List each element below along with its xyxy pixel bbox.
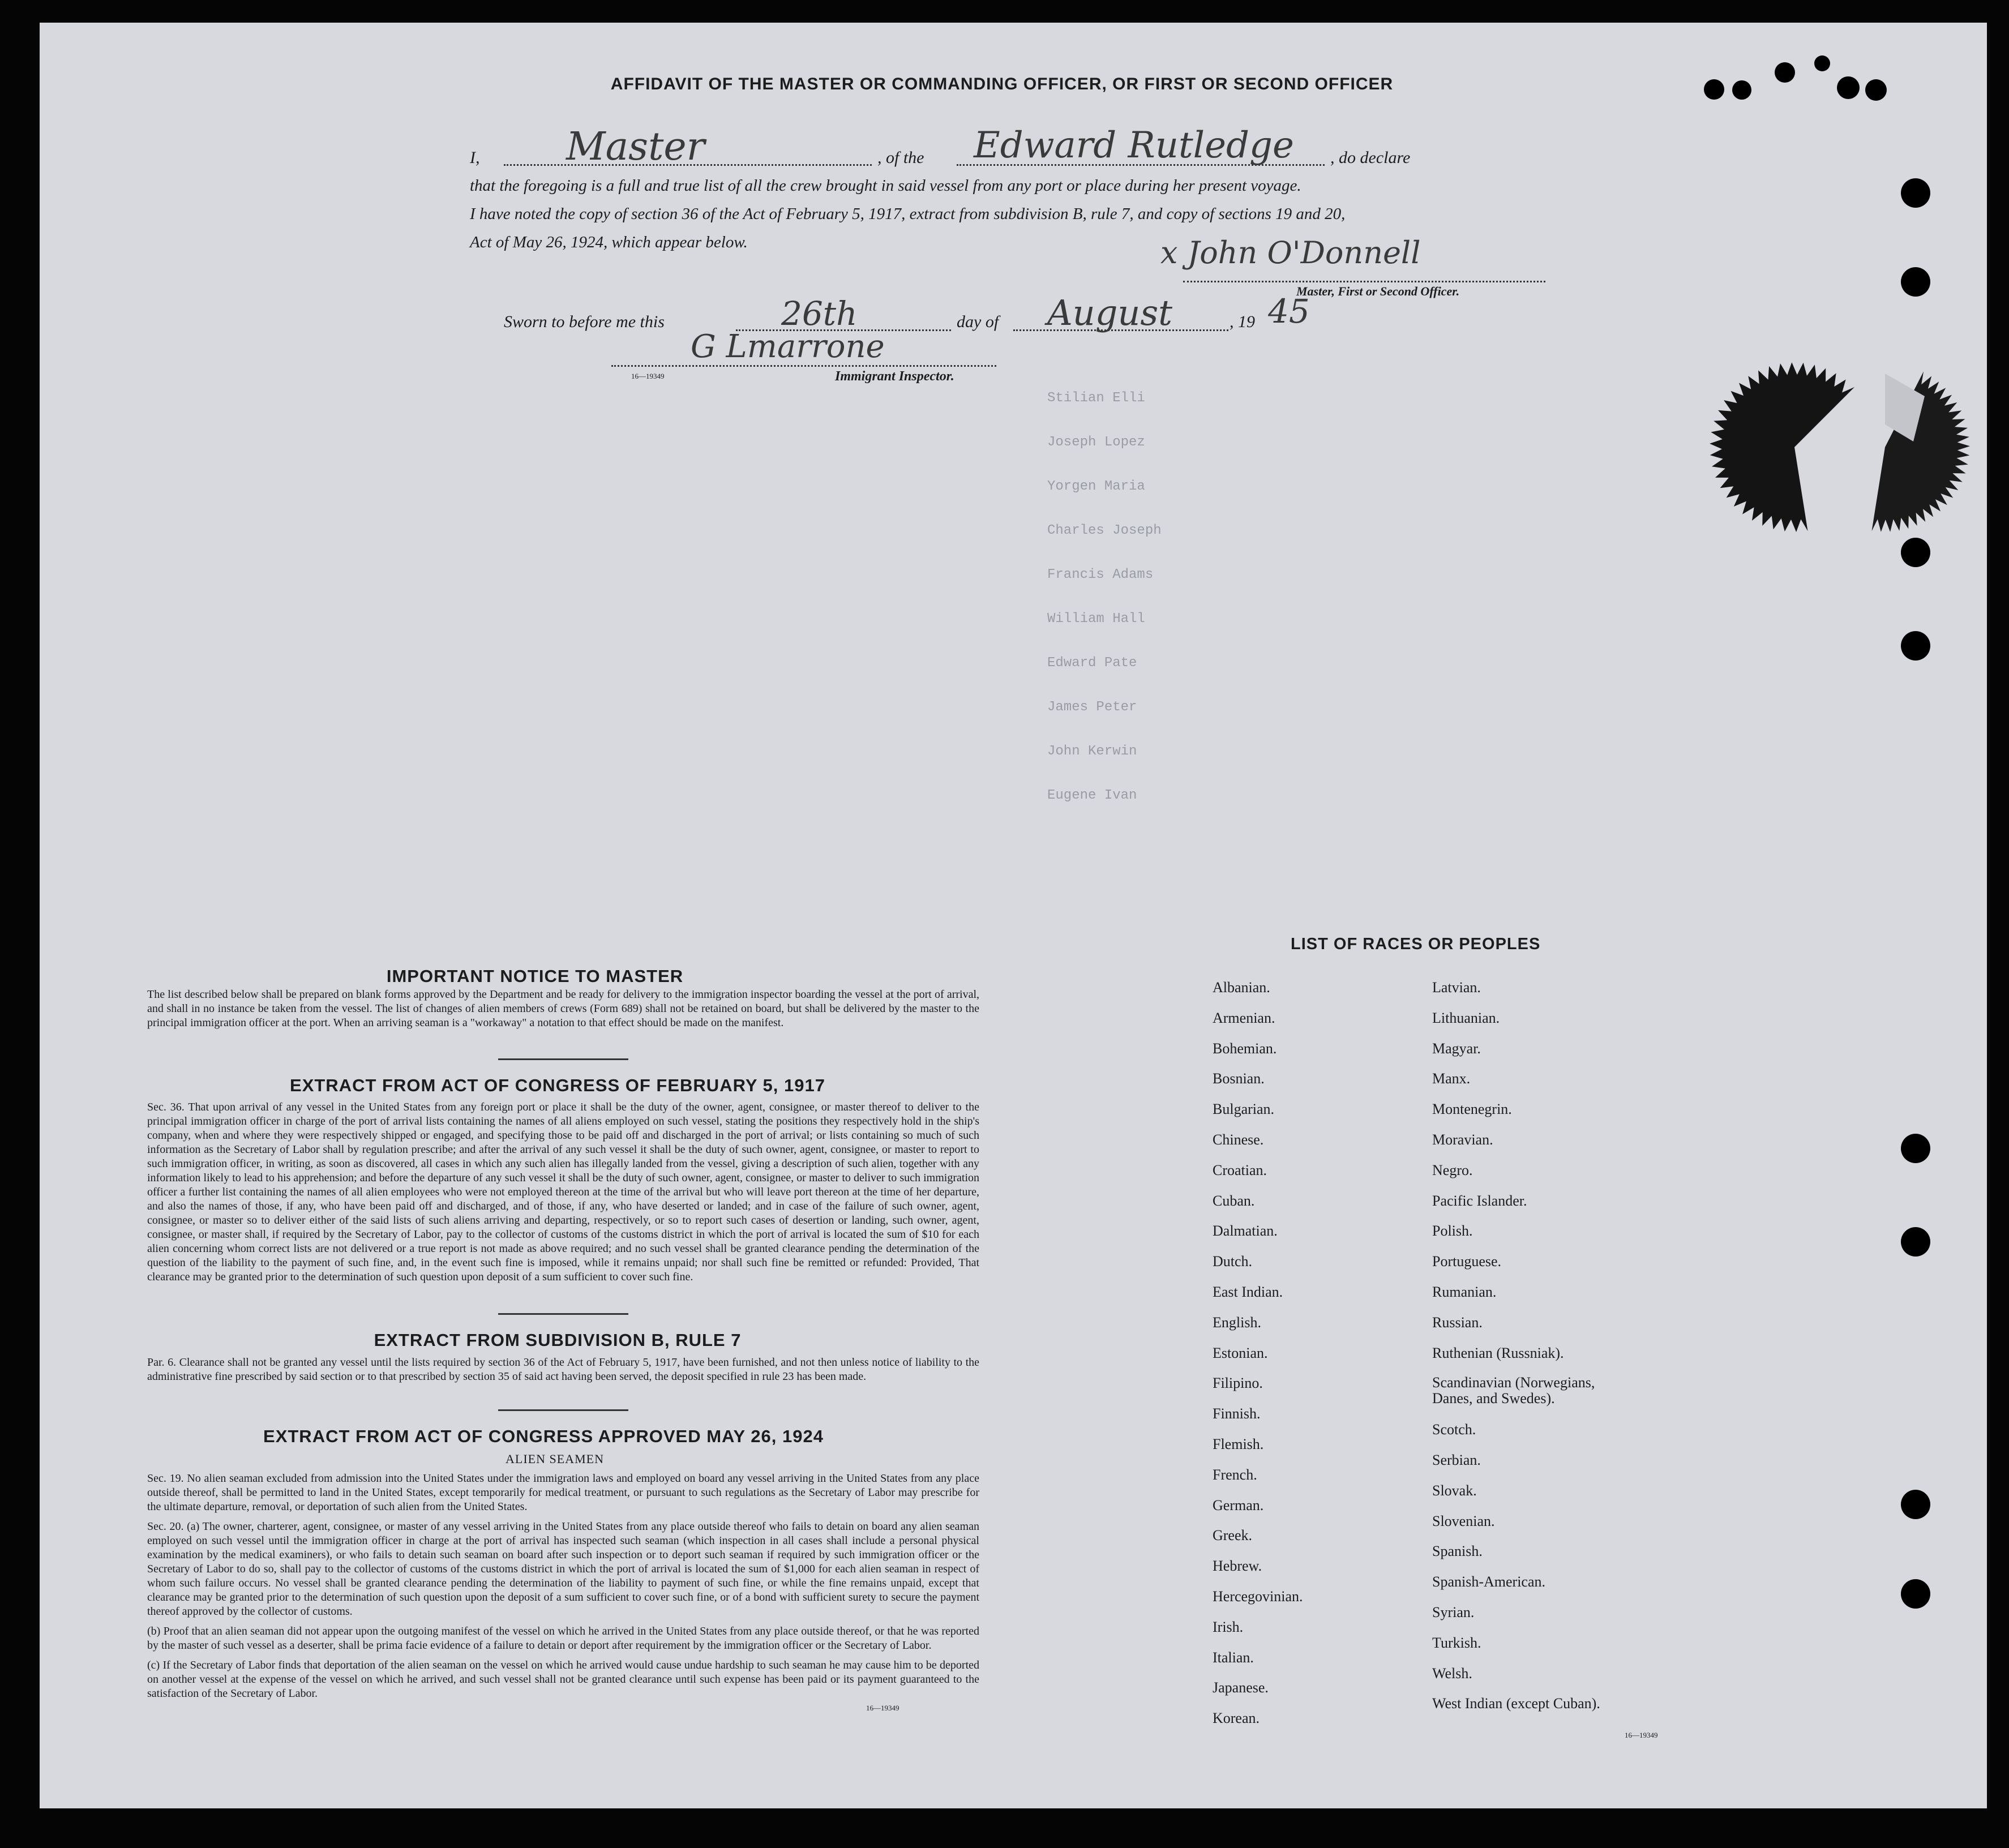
race-item: Welsh.	[1432, 1665, 1472, 1682]
extract-form-number: 16—19349	[866, 1704, 899, 1712]
bleed-through-name: Eugene Ivan	[1047, 788, 1137, 803]
vessel-name-handwritten: Edward Rutledge	[974, 125, 1294, 166]
affidavit-line-1	[470, 125, 1574, 175]
race-item: Slovenian.	[1432, 1512, 1495, 1529]
race-item: Negro.	[1432, 1161, 1473, 1178]
race-item: Bosnian.	[1213, 1070, 1265, 1087]
affidavit-line-3: I have noted the copy of section 36 of the Act of February 5, 1917, extract from subdivision B, rule 7, and copy of sections 19 and 20,	[470, 205, 1346, 223]
edge-punch-hole	[1901, 1227, 1930, 1257]
race-item: Serbian.	[1432, 1452, 1481, 1468]
race-item: Magyar.	[1432, 1040, 1481, 1057]
inspector-signature-line	[611, 365, 996, 367]
race-item: East Indian.	[1213, 1284, 1283, 1300]
race-item: Japanese.	[1213, 1679, 1269, 1696]
race-item: Scotch.	[1432, 1421, 1476, 1438]
race-item: West Indian (except Cuban).	[1432, 1695, 1600, 1712]
punch-hole	[1775, 62, 1795, 83]
race-item: Latvian.	[1432, 979, 1481, 996]
race-item: Manx.	[1432, 1070, 1471, 1087]
edge-punch-hole	[1901, 178, 1930, 208]
edge-punch-hole	[1901, 1579, 1930, 1609]
race-item: Italian.	[1213, 1649, 1254, 1666]
race-item: Greek.	[1213, 1527, 1253, 1544]
sworn-year-prefix: , 19	[1230, 312, 1255, 331]
race-item: Pacific Islander.	[1432, 1192, 1527, 1209]
bleed-through-name: William Hall	[1047, 611, 1145, 627]
rule-7-title: EXTRACT FROM SUBDIVISION B, RULE 7	[374, 1330, 742, 1350]
race-item: Montenegrin.	[1432, 1101, 1512, 1118]
bleed-through-name: Edward Pate	[1047, 655, 1137, 671]
divider-1	[498, 1058, 628, 1060]
punch-hole	[1837, 76, 1860, 99]
punch-hole	[1732, 80, 1751, 100]
race-item: Spanish-American.	[1432, 1573, 1546, 1590]
race-item: Polish.	[1432, 1223, 1473, 1240]
race-item: English.	[1213, 1314, 1261, 1331]
section-19-text: Sec. 19. No alien seaman excluded from admission into the United States under the immigration laws and employed on board any vessel arriving in the United States from any place outside thereof, shall be permitted to land in the United States, except temporarily for medical treatment, or pursuant to such regulations as the Secretary of Labor may prescribe for the ultimate departure, removal, or deportation of such alien from the United States.	[147, 1472, 979, 1513]
affidavit-do-declare: , do declare	[1330, 148, 1411, 167]
race-item: Korean.	[1213, 1710, 1260, 1727]
inspector-caption: Immigrant Inspector.	[835, 369, 954, 384]
race-item: Dalmatian.	[1213, 1223, 1278, 1240]
race-item: Flemish.	[1213, 1436, 1264, 1452]
edge-punch-hole	[1901, 631, 1930, 661]
race-item: French.	[1213, 1466, 1257, 1483]
race-item: Albanian.	[1213, 979, 1270, 996]
sworn-year: 45	[1268, 292, 1310, 331]
bleed-through-name: Francis Adams	[1047, 567, 1154, 582]
sworn-month: August	[1047, 292, 1173, 333]
divider-2	[498, 1313, 628, 1315]
race-item: Chinese.	[1213, 1131, 1264, 1148]
affidavit-of-the: , of the	[877, 148, 924, 167]
edge-punch-hole	[1901, 1134, 1930, 1163]
race-item: Dutch.	[1213, 1253, 1253, 1270]
sworn-day-of: day of	[957, 312, 999, 331]
race-item: Turkish.	[1432, 1634, 1481, 1651]
notice-body: The list described below shall be prepared on blank forms approved by the Department and be ready for delivery to the immigration inspector boarding the vessel at the port of arrival, and shall in no instance be taken from the vessel. The list of changes of alien members of crews (Form 689) shall not be retained on board, but shall be delivered by the master to the principal immigration officer at the port. When an arriving seaman is a "workaway" a notation to that effect should be made on the manifest.	[147, 988, 979, 1029]
race-item: Lithuanian.	[1432, 1009, 1500, 1026]
master-rank-handwritten: Master	[566, 125, 705, 169]
master-signature: x John O'Donnell	[1160, 235, 1421, 271]
edge-punch-hole	[1901, 538, 1930, 567]
bleed-through-name: Joseph Lopez	[1047, 435, 1145, 450]
race-item: Ruthenian (Russniak).	[1432, 1344, 1564, 1361]
seal-left-half	[1710, 362, 1854, 532]
race-item: Hercegovinian.	[1213, 1588, 1303, 1605]
race-item: Moravian.	[1432, 1131, 1493, 1148]
notice-title: IMPORTANT NOTICE TO MASTER	[386, 966, 684, 986]
inspector-signature: G Lmarrone	[691, 328, 885, 365]
races-form-number: 16—19349	[1625, 1731, 1658, 1739]
race-item: Portuguese.	[1432, 1253, 1502, 1270]
sworn-prefix: Sworn to before me this	[504, 312, 665, 331]
race-item: Bulgarian.	[1213, 1101, 1275, 1118]
race-item: Armenian.	[1213, 1009, 1275, 1026]
extract-1924-title: EXTRACT FROM ACT OF CONGRESS APPROVED MAY 26, 1924	[263, 1426, 824, 1446]
race-item: Irish.	[1213, 1618, 1244, 1635]
race-item: Rumanian.	[1432, 1284, 1497, 1300]
rule-7-body: Par. 6. Clearance shall not be granted any vessel until the lists required by section 36 of the Act of February 5, 1917, have been furnished, and not then unless notice of liability to the administrative fine prescribed by said section or to that prescribed by section 35 of said act having been served, the deposit specified in rule 23 has been made.	[147, 1356, 979, 1383]
affidavit-title: AFFIDAVIT OF THE MASTER OR COMMANDING OFFICER, OR FIRST OR SECOND OFFICER	[610, 75, 1394, 93]
race-item: Croatian.	[1213, 1161, 1267, 1178]
punch-hole	[1814, 55, 1830, 71]
race-item: Scandinavian (Norwegians, Danes, and Swedes).	[1432, 1374, 1595, 1407]
affidavit-line-2: that the foregoing is a full and true list of all the crew brought in said vessel from any port or place during her present voyage.	[470, 177, 1301, 195]
punch-hole	[1704, 79, 1724, 100]
divider-3	[498, 1409, 628, 1411]
section-20a-text: Sec. 20. (a) The owner, charterer, agent, consignee, or master of any vessel arriving in the United States from any place outside thereof who fails to detain on board any alien seaman employed on such vessel until the immigration officer in charge at the port of arrival has inspected such seaman (which inspection in all cases shall include a personal physical examination by the medical examiners), or who fails to detain such seaman on board after such inspection or to deport such seaman if required by such immigration officer or the Secretary of Labor to do so, shall pay to the collector of customs of the customs district in which the port of arrival is located the sum of $1,000 for each alien seaman in respect of whom such failure occurs. No vessel shall be granted clearance pending the determination of the liability to payment of such fine, or while the fine remains unpaid, except that clearance may be granted prior to the determination of such question upon the deposit of a sum sufficient to cover such fine, or of a bond with sufficient surety to secure the payment thereof approved by the collector of customs.	[147, 1520, 979, 1618]
race-item: Bohemian.	[1213, 1040, 1277, 1057]
punch-hole	[1865, 79, 1887, 101]
bleed-through-name: Yorgen Maria	[1047, 479, 1145, 494]
affidavit-i: I,	[470, 148, 480, 167]
section-20c-text: (c) If the Secretary of Labor finds that deportation of the alien seaman on the vessel on which he arrived would cause undue hardship to such seaman he may cause him to be deported on another vessel at the expense of the vessel on which he arrived, and such vessel shall not be granted clearance until such expense has been paid or its payment guaranteed to the satisfaction of the Secretary of Labor.	[147, 1659, 979, 1700]
affidavit-line-4: Act of May 26, 1924, which appear below.	[470, 233, 748, 251]
section-20b-text: (b) Proof that an alien seaman did not appear upon the outgoing manifest of the vessel on which he arrived in the United States from any place outside thereof, or that he was reported by the master of such vessel as a deserter, shall be prima facie evidence of a failure to detain or deport after requirement by the immigration officer or the Secretary of Labor.	[147, 1625, 979, 1652]
document-page	[40, 23, 1987, 1808]
edge-punch-hole	[1901, 1490, 1930, 1519]
race-item: Slovak.	[1432, 1482, 1477, 1499]
sworn-line	[504, 289, 1353, 340]
alien-seamen-subtitle: ALIEN SEAMEN	[506, 1452, 604, 1466]
sworn-day: 26th	[781, 294, 858, 333]
race-item: Spanish.	[1432, 1543, 1483, 1560]
affidavit-form-number: 16—19349	[631, 372, 665, 380]
bleed-through-name: Charles Joseph	[1047, 523, 1162, 538]
race-item: Filipino.	[1213, 1375, 1263, 1392]
bleed-through-name: Stilian Elli	[1047, 391, 1145, 406]
extract-1917-title: EXTRACT FROM ACT OF CONGRESS OF FEBRUARY 5, 1917	[290, 1075, 825, 1095]
signature-line	[1183, 281, 1545, 282]
race-item: Hebrew.	[1213, 1558, 1262, 1575]
extract-1917-body: Sec. 36. That upon arrival of any vessel in the United States from any foreign port or place it shall be the duty of the owner, agent, consignee, or master thereof to deliver to the principal immigration officer in charge of the port of arrival lists containing the names of all aliens employed on such vessel, stating the positions they respectively hold in the ship's company, when and where they were respectively shipped or engaged, and specifying those to be paid off and discharged in the port of arrival; or lists containing so much of such information as the Secretary of Labor shall by regulation prescribe; and after the arrival of any such vessel it shall be the duty of such owner, agent, consignee, or master to report to such immigration officer, in writing, as soon as discovered, all cases in which any such alien has illegally landed from the vessel, giving a description of such alien, together with any information likely to lead to his apprehension; and before the departure of any such vessel it shall be the duty of such owner, agent, consignee, or master to deliver to such immigration officer a further list containing the names of all alien employees who were not employed thereon at the time of the arrival but who will leave port thereon at the time of her departure, and also the names of those, if any, who have been paid off and discharged, and of those, if any, who have deserted or landed; and in case of the failure of such owner, agent, consignee, or master so to deliver either of the said lists of such aliens arriving and departing, respectively, or so to report such cases of desertion or landing, such owner, agent, consignee, or master shall, if required by the Secretary of Labor, pay to the collector of customs of the customs district in which the port of arrival is located the sum of $10 for each alien concerning whom correct lists are not delivered or a true report is not made as above required; and no such vessel shall be granted clearance pending the determination of the question of the liability to the payment of such fine, and, in the event such fine is imposed, while it remains unpaid; nor shall such fine be remitted or refunded: Provided, That clearance may be granted prior to the determination of such question upon deposit of a sum sufficient to cover such fine.	[147, 1101, 979, 1283]
embossed-seal	[1698, 340, 1970, 577]
race-item: Finnish.	[1213, 1405, 1261, 1422]
bleed-through-name: James Peter	[1047, 700, 1137, 715]
race-item: Estonian.	[1213, 1344, 1268, 1361]
race-item: Russian.	[1432, 1314, 1483, 1331]
race-item: German.	[1213, 1497, 1264, 1513]
race-item: Cuban.	[1213, 1192, 1255, 1209]
bleed-through-name: John Kerwin	[1047, 744, 1137, 759]
races-title: LIST OF RACES OR PEOPLES	[1291, 935, 1541, 953]
race-item: Syrian.	[1432, 1604, 1475, 1620]
signature-caption: Master, First or Second Officer.	[1296, 284, 1460, 298]
edge-punch-hole	[1901, 267, 1930, 297]
